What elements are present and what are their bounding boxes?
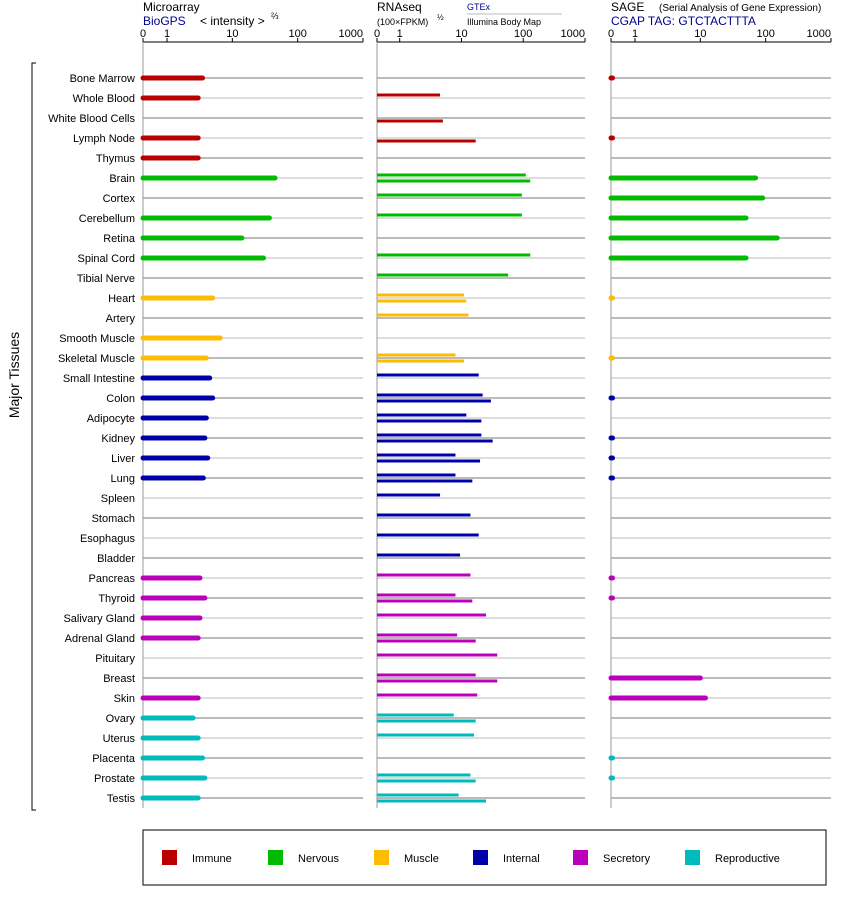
legend-label-immune: Immune	[192, 853, 232, 865]
tissue-label: Esophagus	[79, 533, 135, 545]
rnaseq-title: RNAseq	[377, 0, 422, 14]
tissue-label: Liver	[111, 453, 135, 465]
rnaseq-tick-label: 10	[455, 28, 468, 40]
microarray-tick-label: 100	[288, 28, 307, 40]
rnaseq-tick-label: 0	[373, 28, 381, 40]
tissue-label: Prostate	[94, 773, 135, 785]
legend-swatch-reproductive	[685, 850, 700, 865]
tissue-label: Ovary	[105, 713, 135, 725]
rnaseq-tick-label: 1	[396, 28, 403, 40]
sage-title: SAGE	[611, 0, 645, 14]
tissue-label: Small Intestine	[62, 373, 135, 385]
tissue-label: Smooth Muscle	[59, 333, 135, 345]
sage-tick-label: 1000	[806, 28, 831, 40]
microarray-tick-label: 0	[139, 28, 147, 40]
sage-tick-label: 1	[631, 28, 639, 40]
tissue-label: Heart	[108, 293, 135, 305]
microarray-source: BioGPS	[143, 14, 186, 28]
legend-label-reproductive: Reproductive	[715, 853, 780, 865]
tissue-label: Spinal Cord	[77, 253, 135, 265]
tissue-label: Cerebellum	[78, 213, 135, 225]
sage-tick-label: 0	[607, 28, 615, 40]
tissue-label: Stomach	[91, 513, 135, 525]
tissue-label: Salivary Gland	[63, 613, 135, 625]
tissue-label: Lung	[110, 473, 135, 485]
tissue-label: Skin	[113, 693, 135, 705]
sage-tick-label: 10	[694, 28, 707, 40]
legend-swatch-immune	[162, 850, 177, 865]
rnaseq-tick-label: 100	[514, 28, 533, 40]
tissue-label: White Blood Cells	[48, 113, 135, 125]
tissue-label: Tibial Nerve	[76, 273, 135, 285]
microarray-tick-label: 1	[163, 28, 171, 40]
tissue-label: Colon	[106, 393, 135, 405]
tissue-label: Artery	[105, 313, 135, 325]
microarray-tick-label: 1000	[338, 28, 363, 40]
microarray-unit: < intensity >	[200, 14, 265, 28]
rnaseq-source-gtex: GTEx	[467, 2, 491, 12]
rnaseq-tick-label: 1000	[560, 28, 585, 40]
tissue-label: Testis	[106, 793, 135, 805]
tissue-label: Brain	[109, 173, 135, 185]
tissue-label: Cortex	[102, 193, 135, 205]
tissue-label: Bladder	[97, 553, 135, 565]
tissue-label: Kidney	[101, 433, 135, 445]
tissue-label: Skeletal Muscle	[57, 353, 135, 365]
y-axis-bracket	[32, 63, 36, 810]
tissue-label: Thymus	[95, 153, 135, 165]
rnaseq-source-ibm: Illumina Body Map	[467, 17, 542, 27]
legend-label-nervous: Nervous	[298, 853, 339, 865]
tissue-label: Breast	[103, 673, 135, 685]
tissue-label: Pituitary	[95, 653, 135, 665]
legend-label-secretory: Secretory	[603, 853, 651, 865]
tissue-label: Whole Blood	[72, 93, 135, 105]
tissue-label: Thyroid	[98, 593, 135, 605]
rnaseq-unit: (100×FPKM)	[377, 17, 429, 27]
tissue-label: Retina	[103, 233, 135, 245]
sage-tick-label: 100	[756, 28, 775, 40]
legend-swatch-secretory	[573, 850, 588, 865]
legend-label-internal: Internal	[503, 853, 540, 865]
tissue-label: Bone Marrow	[69, 73, 135, 85]
microarray-title: Microarray	[143, 0, 200, 14]
legend-swatch-nervous	[268, 850, 283, 865]
legend-swatch-internal	[473, 850, 488, 865]
tissue-label: Spleen	[100, 493, 135, 505]
legend-label-muscle: Muscle	[404, 853, 439, 865]
tissue-label: Uterus	[102, 733, 135, 745]
tissue-label: Pancreas	[88, 573, 135, 585]
y-axis-title: Major Tissues	[6, 331, 22, 419]
rnaseq-unit-sup: ½	[437, 13, 444, 22]
tissue-label: Adipocyte	[86, 413, 135, 425]
tissue-label: Adrenal Gland	[64, 633, 135, 645]
tissue-label: Lymph Node	[73, 133, 135, 145]
tissue-label: Placenta	[92, 753, 135, 765]
legend-swatch-muscle	[374, 850, 389, 865]
sage-tag: CGAP TAG: GTCTACTTTA	[611, 14, 756, 28]
microarray-tick-label: 10	[226, 28, 239, 40]
microarray-unit-sup: ⅔	[271, 11, 279, 21]
sage-subtitle: (Serial Analysis of Gene Expression)	[659, 3, 822, 14]
